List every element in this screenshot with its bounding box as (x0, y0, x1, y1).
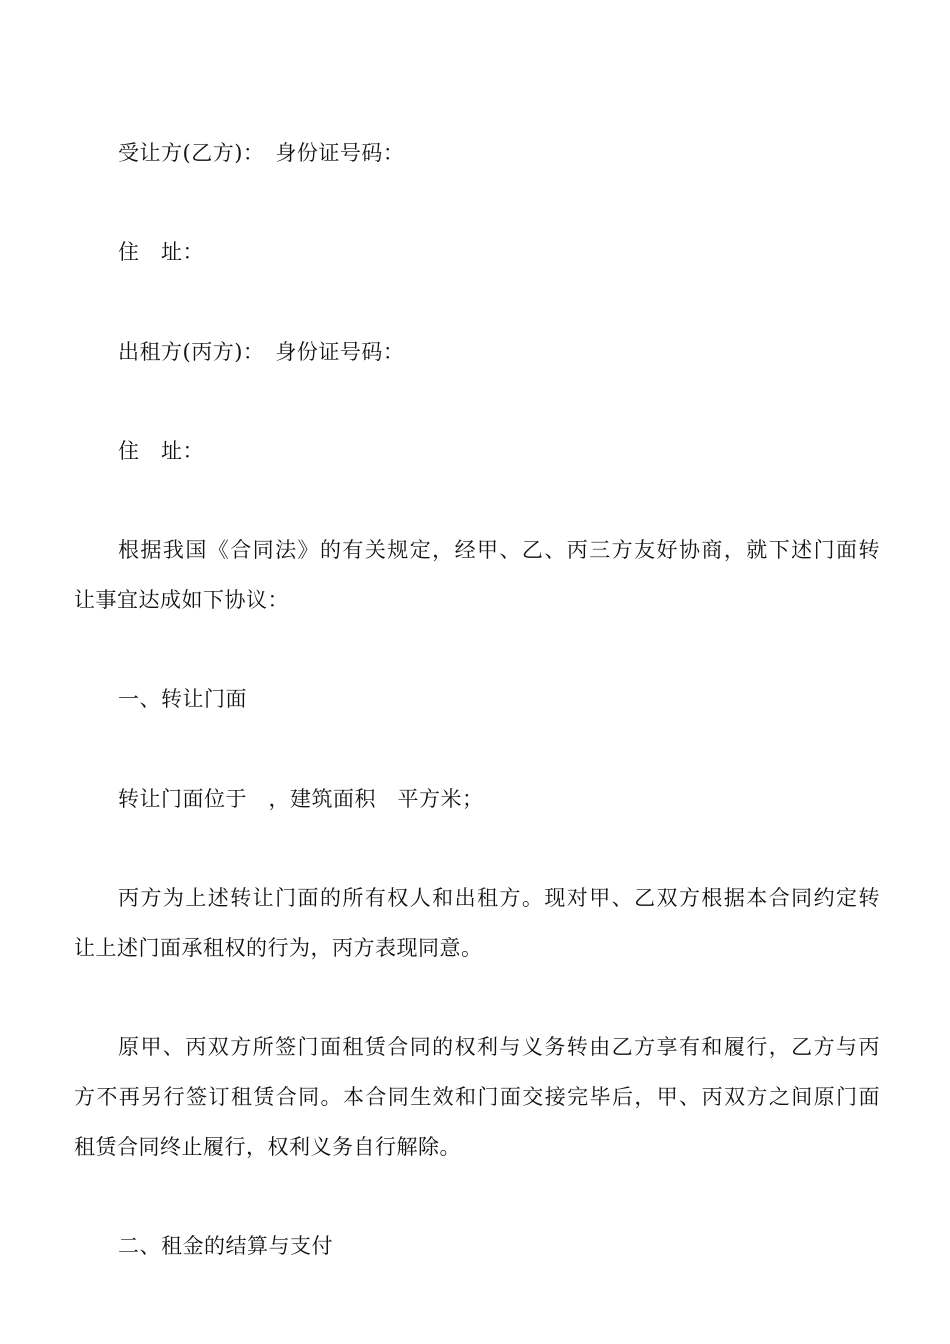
owner-consent-paragraph-line-1: 丙方为上述转让门面的所有权人和出租方。现对甲、乙双方根据本合同约定转 (118, 886, 880, 910)
transferee-address-line: 住 址： (118, 240, 204, 264)
preamble-paragraph-line-1: 根据我国《合同法》的有关规定，经甲、乙、丙三方友好协商，就下述门面转 (118, 538, 880, 562)
rights-transfer-paragraph-line-3: 租赁合同终止履行，权利义务自行解除。 (74, 1135, 461, 1159)
lessor-party-line: 出租方(丙方)： 身份证号码： (118, 340, 405, 364)
section-heading-1: 一、转让门面 (118, 687, 247, 711)
transferee-party-line: 受让方(乙方)： 身份证号码： (118, 141, 405, 165)
section-heading-2: 二、租金的结算与支付 (118, 1234, 333, 1258)
clause-location-line: 转让门面位于 ，建筑面积 平方米； (118, 787, 484, 811)
owner-consent-paragraph-line-2: 让上述门面承租权的行为，丙方表现同意。 (74, 936, 483, 960)
preamble-paragraph-line-2: 让事宜达成如下协议： (74, 588, 289, 612)
lessor-address-line: 住 址： (118, 439, 204, 463)
rights-transfer-paragraph-line-1: 原甲、丙双方所签门面租赁合同的权利与义务转由乙方享有和履行，乙方与丙 (118, 1035, 880, 1059)
rights-transfer-paragraph-line-2: 方不再另行签订租赁合同。本合同生效和门面交接完毕后，甲、丙双方之间原门面 (74, 1085, 880, 1109)
